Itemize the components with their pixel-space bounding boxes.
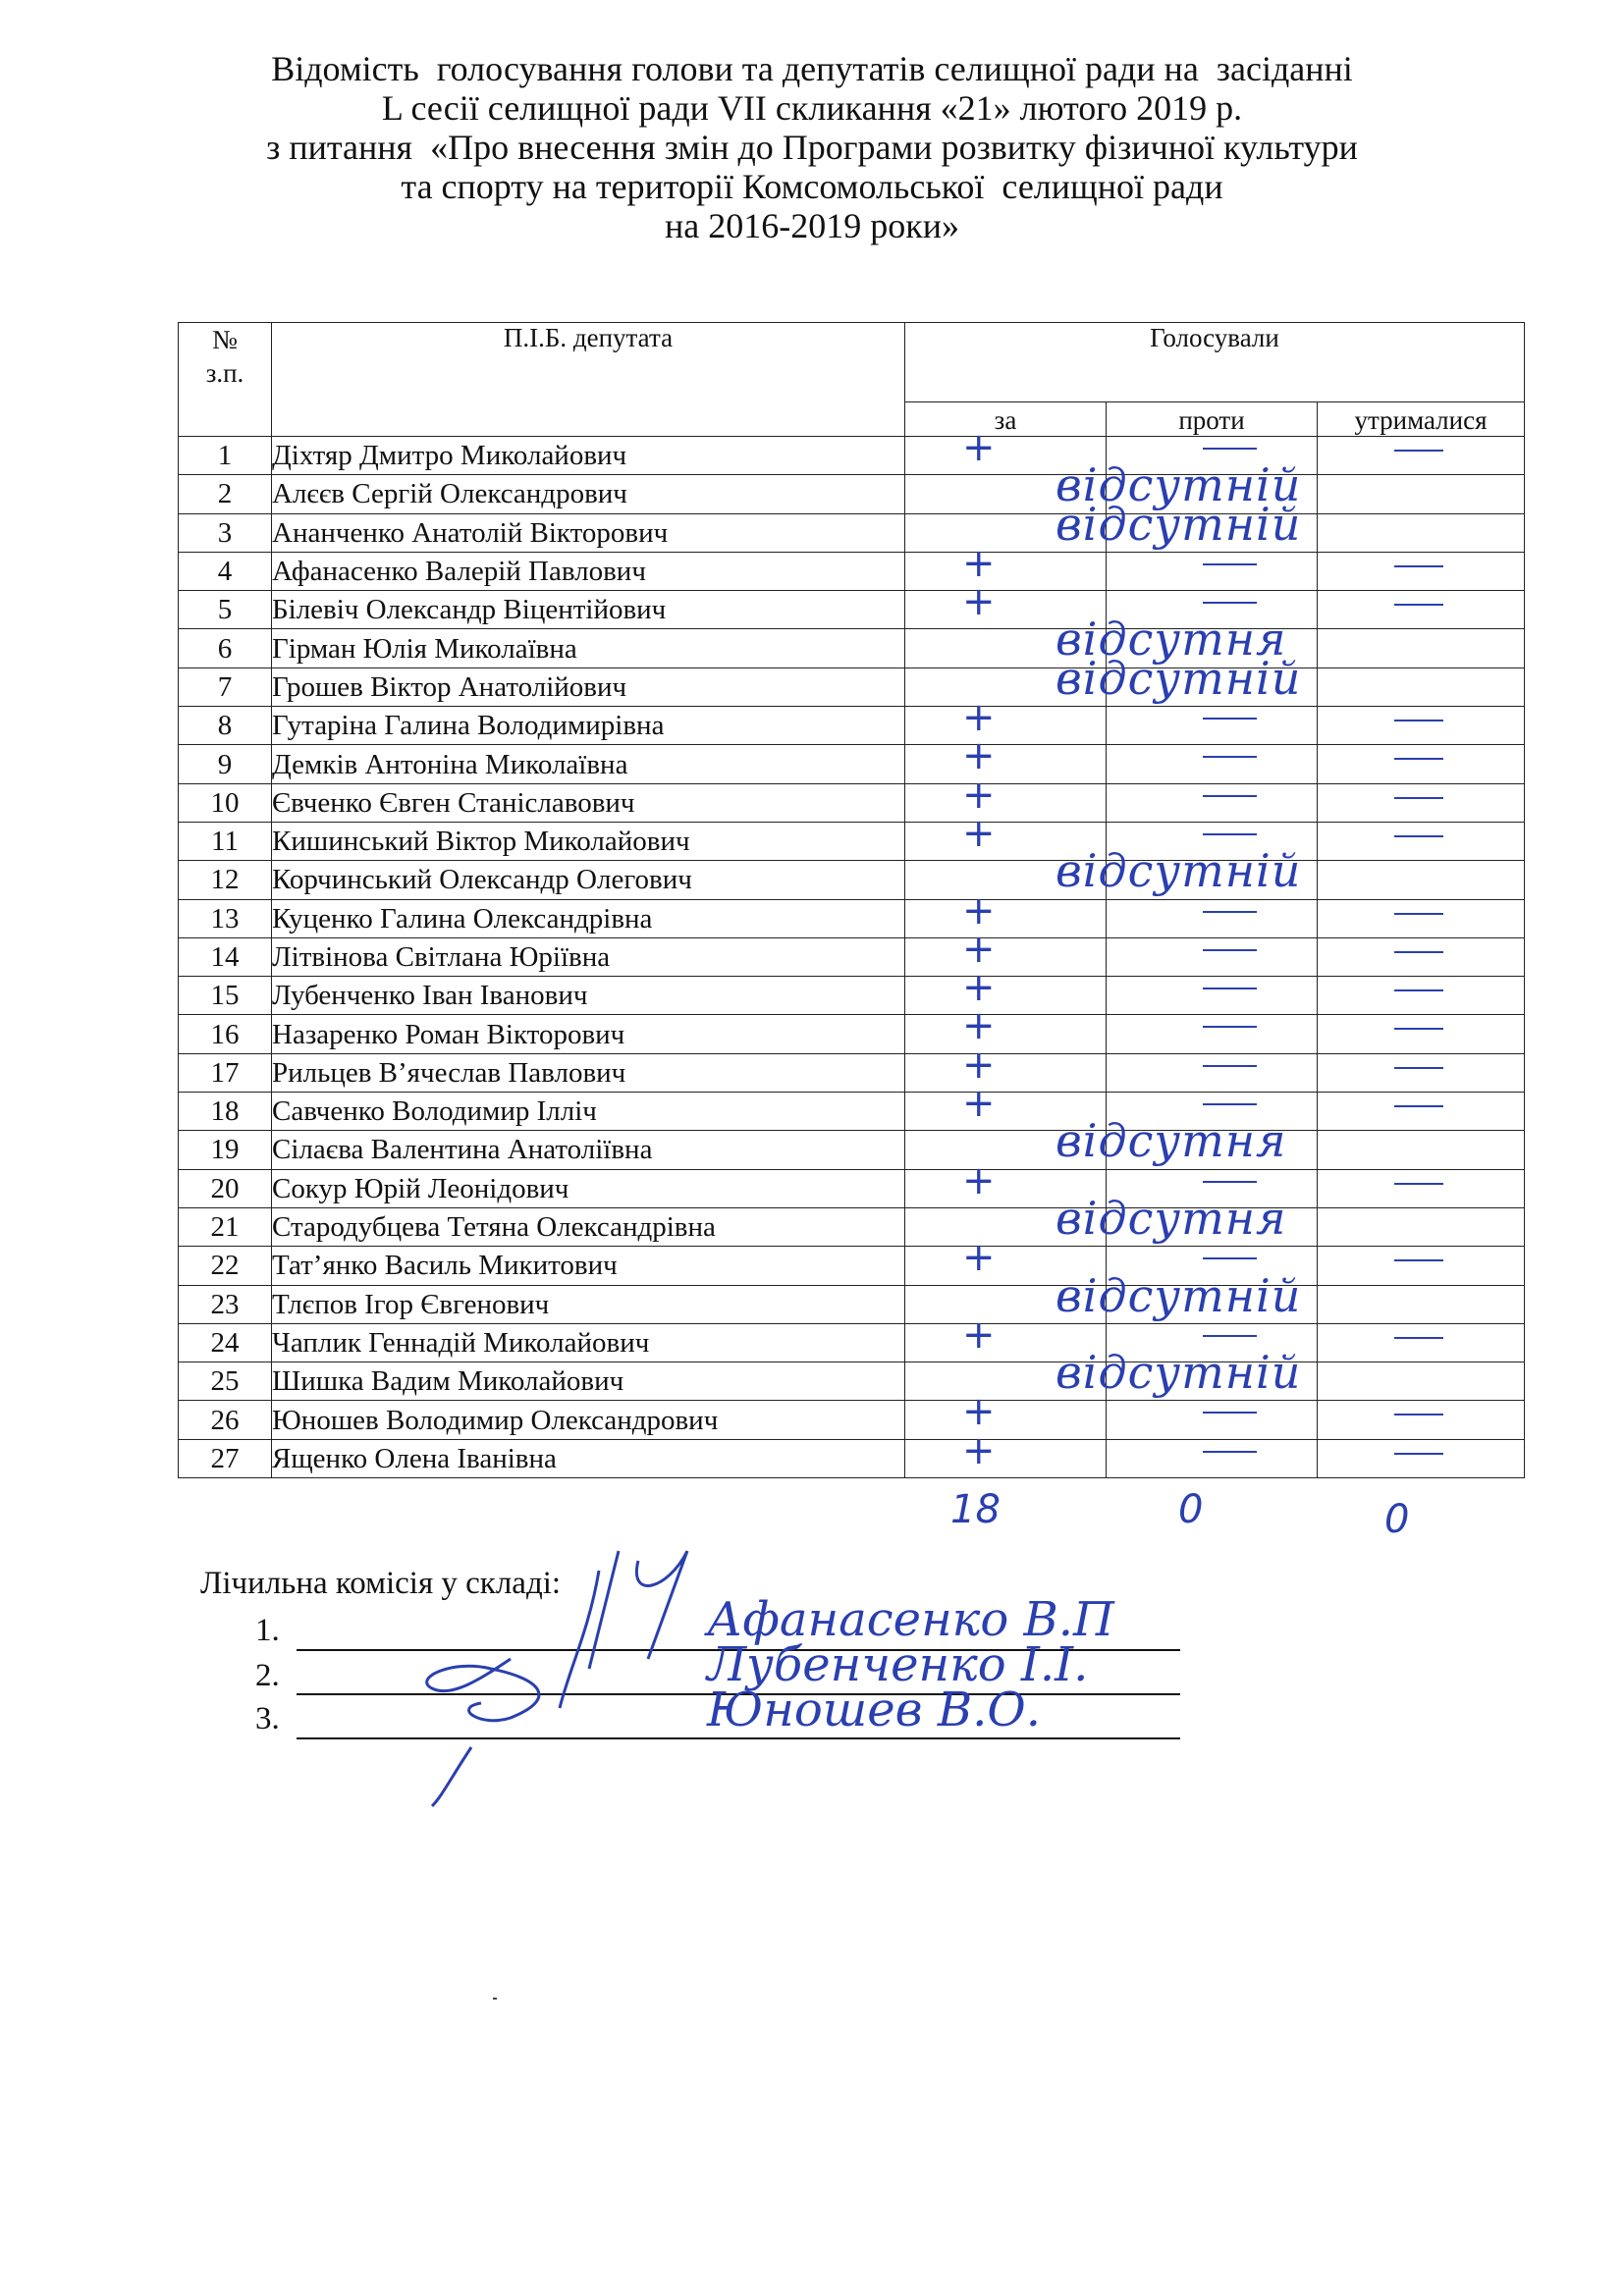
table-row [179, 1169, 1525, 1207]
vote-against-dash [1203, 833, 1257, 835]
deputy-name: Тат’янко Василь Микитович [272, 1247, 905, 1285]
vote-for-cell [905, 783, 1107, 822]
table-row [179, 629, 1525, 667]
vote-against-cell [1107, 1015, 1318, 1053]
row-number: 17 [179, 1053, 272, 1092]
vote-abstained-cell [1318, 1015, 1525, 1053]
title-line-4: та спорту на території Комсомольської селищної ради [401, 167, 1223, 206]
vote-abstained-cell [1318, 475, 1525, 513]
commission-line-2-number: 2. [255, 1658, 280, 1693]
absent-handwritten-note: відсутній [1056, 844, 1302, 897]
vote-abstained-dash [1394, 604, 1443, 606]
deputy-name: Сокур Юрій Леонідович [272, 1169, 905, 1207]
vote-for-mark: + [962, 1158, 996, 1203]
vote-abstained-dash [1394, 1183, 1443, 1185]
vote-abstained-dash [1394, 450, 1443, 452]
vote-abstained-cell [1318, 707, 1525, 745]
row-number: 6 [179, 629, 272, 667]
total-against: 0 [1178, 1487, 1204, 1532]
vote-for-mark: + [962, 1389, 996, 1434]
vote-abstained-cell [1318, 629, 1525, 667]
table-row [179, 937, 1525, 976]
vote-against-dash [1203, 448, 1257, 450]
row-number: 22 [179, 1247, 272, 1285]
vote-for-cell [905, 707, 1107, 745]
vote-against-dash [1203, 1065, 1257, 1067]
vote-abstained-cell [1318, 1169, 1525, 1207]
row-number: 13 [179, 899, 272, 937]
deputy-name: Гутаріна Галина Володимирівна [272, 707, 905, 745]
vote-abstained-cell [1318, 1362, 1525, 1401]
vote-for-mark: + [962, 1312, 996, 1358]
vote-abstained-cell [1318, 937, 1525, 976]
header-for: за [905, 402, 1107, 437]
vote-for-mark: + [962, 888, 996, 934]
vote-for-cell [905, 1401, 1107, 1439]
vote-against-cell [1107, 707, 1318, 745]
row-number: 12 [179, 861, 272, 899]
deputy-name: Шишка Вадим Миколайович [272, 1362, 905, 1401]
vote-abstained-cell [1318, 552, 1525, 590]
vote-abstained-cell [1318, 783, 1525, 822]
vote-abstained-cell [1318, 437, 1525, 475]
header-against: проти [1107, 402, 1318, 437]
table-row [179, 437, 1525, 475]
row-number: 19 [179, 1131, 272, 1169]
vote-abstained-dash [1394, 1259, 1443, 1261]
table-row [179, 1015, 1525, 1053]
table-row [179, 1053, 1525, 1092]
absent-handwritten-note: відсутній [1056, 458, 1302, 511]
vote-against-cell [1107, 937, 1318, 976]
table-row [179, 513, 1525, 552]
vote-abstained-dash [1394, 1337, 1443, 1339]
deputy-name: Демків Антоніна Миколаївна [272, 745, 905, 783]
vote-against-dash [1203, 756, 1257, 758]
vote-against-cell [1107, 745, 1318, 783]
vote-against-dash [1203, 718, 1257, 720]
vote-for-mark: + [962, 1042, 996, 1088]
header-name: П.І.Б. депутата [272, 323, 905, 437]
absent-handwritten-note: відсутній [1056, 498, 1302, 551]
vote-against-cell [1107, 899, 1318, 937]
commission-label: Лічильна комісія у складі: [200, 1566, 562, 1601]
table-row [179, 1131, 1525, 1169]
vote-abstained-dash [1394, 565, 1443, 567]
deputy-name: Корчинський Олександр Олегович [272, 861, 905, 899]
vote-against-cell [1107, 783, 1318, 822]
vote-for-mark: + [962, 927, 996, 972]
deputy-name: Грошев Віктор Анатолійович [272, 667, 905, 706]
table-row [179, 591, 1525, 629]
vote-abstained-cell [1318, 1053, 1525, 1092]
row-number: 16 [179, 1015, 272, 1053]
deputy-name: Стародубцева Тетяна Олександрівна [272, 1207, 905, 1246]
vote-abstained-cell [1318, 745, 1525, 783]
row-number: 24 [179, 1323, 272, 1362]
vote-against-dash [1203, 911, 1257, 913]
table-row [179, 783, 1525, 822]
header-abstained: утрималися [1318, 402, 1525, 437]
vote-for-cell [905, 937, 1107, 976]
stray-mark [493, 1998, 497, 2000]
vote-for-cell [905, 552, 1107, 590]
table-row [179, 1401, 1525, 1439]
vote-abstained-cell [1318, 1323, 1525, 1362]
deputy-name: Афанасенко Валерій Павлович [272, 552, 905, 590]
row-number: 21 [179, 1207, 272, 1246]
vote-abstained-dash [1394, 835, 1443, 837]
row-number: 10 [179, 783, 272, 822]
table-row [179, 667, 1525, 706]
vote-for-mark: + [962, 1081, 996, 1126]
vote-for-mark: + [962, 579, 996, 624]
vote-abstained-cell [1318, 1439, 1525, 1477]
commission-signature-3: Юношев В.О. [707, 1682, 1042, 1737]
vote-abstained-cell [1318, 1131, 1525, 1169]
deputy-name: Алєєв Сергій Олександрович [272, 475, 905, 513]
table-row [179, 745, 1525, 783]
absent-handwritten-note: відсутній [1056, 652, 1302, 705]
vote-abstained-cell [1318, 591, 1525, 629]
vote-abstained-dash [1394, 1067, 1443, 1069]
vote-for-cell [905, 745, 1107, 783]
vote-for-mark: + [962, 695, 996, 740]
row-number: 18 [179, 1093, 272, 1131]
vote-for-mark: + [962, 1003, 996, 1048]
table-row [179, 1439, 1525, 1477]
deputy-name: Ященко Олена Іванівна [272, 1439, 905, 1477]
table-row [179, 1247, 1525, 1285]
deputy-name: Літвінова Світлана Юріївна [272, 937, 905, 976]
table-row [179, 822, 1525, 860]
row-number: 8 [179, 707, 272, 745]
vote-abstained-cell [1318, 1247, 1525, 1285]
table-row [179, 1323, 1525, 1362]
vote-against-dash [1203, 949, 1257, 951]
row-number: 5 [179, 591, 272, 629]
commission-line-1-number: 1. [255, 1613, 280, 1648]
vote-against-cell [1107, 1053, 1318, 1092]
absent-handwritten-note: відсутня [1056, 613, 1287, 666]
total-for: 18 [950, 1487, 1001, 1532]
deputy-name: Куценко Галина Олександрівна [272, 899, 905, 937]
absent-handwritten-note: відсутній [1056, 1346, 1302, 1399]
vote-abstained-cell [1318, 1285, 1525, 1323]
signature-scribble [393, 1512, 943, 1826]
deputy-name: Рильцев В’ячеслав Павлович [272, 1053, 905, 1092]
vote-for-mark: + [962, 1235, 996, 1280]
deputy-name: Юношев Володимир Олександрович [272, 1401, 905, 1439]
vote-for-cell [905, 899, 1107, 937]
commission-signature-2: Лубенченко І.І. [707, 1637, 1089, 1692]
vote-abstained-cell [1318, 1207, 1525, 1246]
vote-against-dash [1203, 563, 1257, 565]
title-line-1: Відомість голосування голови та депутатів селищної ради на засіданні [271, 49, 1353, 88]
absent-handwritten-note: відсутній [1056, 1269, 1302, 1322]
vote-against-cell [1107, 977, 1318, 1015]
vote-for-mark: + [962, 425, 996, 470]
absent-handwritten-note: відсутня [1056, 1114, 1287, 1167]
row-number: 14 [179, 937, 272, 976]
vote-against-dash [1203, 1335, 1257, 1337]
vote-against-dash [1203, 988, 1257, 989]
vote-against-cell [1107, 1439, 1318, 1477]
vote-for-mark: + [962, 811, 996, 856]
title-line-2: L сесії селищної ради VII скликання «21» лютого 2019 р. [381, 88, 1243, 128]
vote-for-cell [905, 1015, 1107, 1053]
vote-against-dash [1203, 1412, 1257, 1414]
table-row [179, 1207, 1525, 1246]
table-row [179, 552, 1525, 590]
table-row [179, 707, 1525, 745]
vote-against-dash [1203, 1026, 1257, 1028]
voting-table [178, 322, 1525, 1478]
vote-against-cell [1107, 1401, 1318, 1439]
deputy-name: Сілаєва Валентина Анатоліївна [272, 1131, 905, 1169]
row-number: 15 [179, 977, 272, 1015]
vote-against-cell [1107, 552, 1318, 590]
vote-abstained-cell [1318, 513, 1525, 552]
vote-against-dash [1203, 1451, 1257, 1453]
deputy-name: Діхтяр Дмитро Миколайович [272, 437, 905, 475]
row-number: 9 [179, 745, 272, 783]
vote-against-dash [1203, 1181, 1257, 1183]
vote-abstained-dash [1394, 951, 1443, 953]
vote-abstained-dash [1394, 1414, 1443, 1415]
table-row [179, 899, 1525, 937]
row-number: 1 [179, 437, 272, 475]
vote-for-cell [905, 1439, 1107, 1477]
vote-abstained-cell [1318, 977, 1525, 1015]
vote-for-mark: + [962, 773, 996, 818]
total-abstained: 0 [1384, 1497, 1410, 1542]
deputy-name: Тлєпов Ігор Євгенович [272, 1285, 905, 1323]
vote-for-mark: + [962, 541, 996, 586]
deputy-name: Гірман Юлія Миколаївна [272, 629, 905, 667]
vote-abstained-dash [1394, 797, 1443, 799]
vote-against-dash [1203, 1103, 1257, 1105]
vote-abstained-dash [1394, 1028, 1443, 1030]
table-row [179, 861, 1525, 899]
vote-abstained-dash [1394, 720, 1443, 721]
deputy-name: Білевіч Олександр Віцентійович [272, 591, 905, 629]
row-number: 25 [179, 1362, 272, 1401]
vote-against-dash [1203, 1257, 1257, 1259]
row-number: 2 [179, 475, 272, 513]
vote-for-cell [905, 977, 1107, 1015]
deputy-name: Савченко Володимир Ілліч [272, 1093, 905, 1131]
vote-for-cell [905, 1053, 1107, 1092]
deputy-name: Чаплик Геннадій Миколайович [272, 1323, 905, 1362]
row-number: 23 [179, 1285, 272, 1323]
vote-abstained-cell [1318, 1093, 1525, 1131]
vote-abstained-dash [1394, 758, 1443, 760]
vote-for-mark: + [962, 733, 996, 778]
vote-abstained-cell [1318, 861, 1525, 899]
row-number: 20 [179, 1169, 272, 1207]
vote-abstained-dash [1394, 989, 1443, 991]
deputy-name: Ананченко Анатолій Вікторович [272, 513, 905, 552]
title-line-3: з питання «Про внесення змін до Програми розвитку фізичної культури [266, 128, 1358, 167]
row-number: 3 [179, 513, 272, 552]
document-title [0, 49, 1624, 245]
vote-abstained-dash [1394, 913, 1443, 915]
vote-abstained-cell [1318, 1401, 1525, 1439]
table-row [179, 1093, 1525, 1131]
row-number: 26 [179, 1401, 272, 1439]
vote-against-dash [1203, 795, 1257, 797]
deputy-name: Лубенченко Іван Іванович [272, 977, 905, 1015]
row-number: 4 [179, 552, 272, 590]
table-row [179, 1285, 1525, 1323]
header-number: № з.п. [179, 323, 272, 437]
commission-signature-1: Афанасенко В.П [707, 1592, 1114, 1647]
row-number: 11 [179, 822, 272, 860]
row-number: 27 [179, 1439, 272, 1477]
vote-abstained-dash [1394, 1453, 1443, 1455]
vote-abstained-dash [1394, 1105, 1443, 1107]
deputy-name: Назаренко Роман Вікторович [272, 1015, 905, 1053]
vote-against-dash [1203, 602, 1257, 604]
table-row [179, 475, 1525, 513]
vote-for-mark: + [962, 1428, 996, 1473]
voting-table-body [179, 437, 1525, 1478]
deputy-name: Кишинський Віктор Миколайович [272, 822, 905, 860]
title-line-5: на 2016-2019 роки» [665, 206, 959, 245]
vote-abstained-cell [1318, 822, 1525, 860]
row-number: 7 [179, 667, 272, 706]
deputy-name: Євченко Євген Станіславович [272, 783, 905, 822]
header-voted: Голосували [905, 323, 1525, 402]
vote-abstained-cell [1318, 667, 1525, 706]
vote-abstained-cell [1318, 899, 1525, 937]
absent-handwritten-note: відсутня [1056, 1192, 1287, 1245]
table-row [179, 1362, 1525, 1401]
table-row [179, 977, 1525, 1015]
vote-for-mark: + [962, 965, 996, 1010]
commission-line-3-number: 3. [255, 1701, 280, 1736]
